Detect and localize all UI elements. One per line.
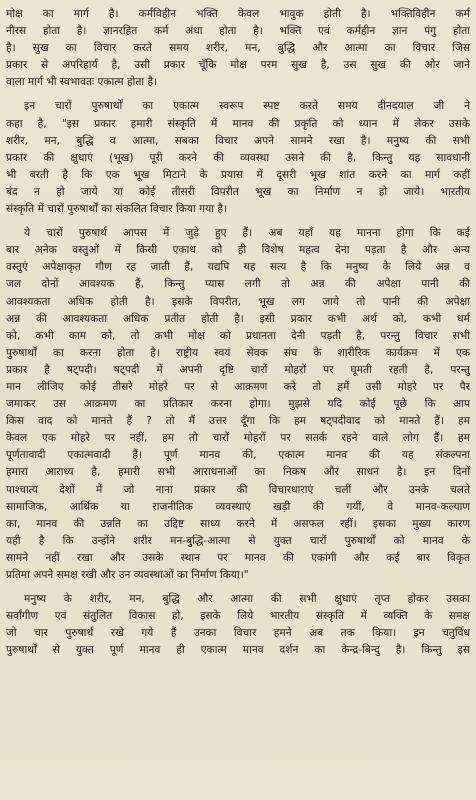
text-line: मनुष्य के शरीर, मन, बुद्धि और आत्मा की सभी क्षुधाएं तृप्त होकर उसका (24, 593, 470, 606)
paragraph-2 (6, 98, 470, 218)
text-line: का, मानव की उन्नति का उद्दिष्ट साध्य करने में असफल रहीं। इसका मुख्य कारण (6, 517, 470, 530)
text-line: केवल एक मोहरे पर नहीं, हम तो चारों मोहरों पर सतर्क रहने वाले लोग हैं। हम (6, 432, 470, 445)
text-line: नीरस होता है। ज्ञानरहित कर्म अंधा होता है। भक्ति एवं कर्महीन ज्ञान पंगु होता (6, 25, 470, 38)
text-line: को, कभी काम को, तो कभी मोक्ष को प्रधानता देनी पड़ती है, परन्तु विचार सभी (6, 329, 470, 342)
text-line: वस्तुएं अपेक्षाकृत गौण रह जाती हैं, यद्यपि यह सत्य है कि मनुष्य के लिये अन्न व (6, 261, 470, 274)
paragraph-3 (6, 225, 470, 584)
text-line: प्रकार की क्षुधाएं (भूख) पूरी करने की व्यवस्था उसने की है, किन्तु यह सावधानी (6, 151, 470, 164)
text-line: हमारा आराध्य है, हमारी सभी आराधनाओं का निकष और साधन है। इन दिनों (6, 466, 470, 479)
text-line: संस्कृति में चारों पुरुषार्थों का संकलित विचार किया गया है। (6, 203, 227, 216)
text-line: है। सुख का विचार करते समय शरीर, मन, बुद्धि और आत्मा का विचार जिस (6, 42, 470, 55)
text-line: किस वाद को मानते हैं ? तो मैं उत्तर दूँगा कि हम षट्पदीवाद को मानते हैं। हम (6, 415, 470, 428)
text-line: प्रकार से अपरिहार्य है, उसी प्रकार चूँकि मोक्ष परम सुख है, उस सुख की ओर जाने (6, 59, 470, 72)
text-line: सामाजिक, आर्थिक या राजनीतिक व्यवस्थाएं खड़ी की गयीं, वे मानव-कल्याण (6, 500, 470, 513)
text-line: शरीर, मन, बुद्धि व आत्मा, सबका विचार अपने सामने रखा है। मनुष्य की सभी (6, 134, 470, 147)
text-line: पाश्चात्य देशों में जो नाना प्रकार की विचारधाराएं चलीं और उनके चलते (6, 483, 470, 496)
text-line: जो चार पुरुषार्थ रखे गये हैं उनका विचार हमने अब तक किया। इन चतुर्विध (6, 627, 470, 640)
text-line: जमाकर उस आक्रमण का प्रतिकार करना होगा। मुझसे यदि कोई पूछे कि आप (6, 398, 470, 411)
text-line: पुरुषार्थों से युक्त पूर्ण मानव ही एकात्म मानव दर्शन का केन्द्र-बिन्दु है। किन्तु इस (6, 644, 470, 657)
text-line: प्रकार है षट्पदी। षट्पदी में अपनी दृष्टि चारों मोहरों पर घूमती रहती है, परन्तु (6, 363, 470, 376)
text-line: अन्न की आवश्यकता अधिक प्रतीत होती है। इसी प्रकार कभी अर्थ को, कभी धर्म (6, 312, 470, 325)
text-line: पूर्णतावादी एकात्मवादी हैं। पूर्ण मानव की, एकात्म मानव की यह संकल्पना (6, 449, 470, 462)
text-line: सर्वांगीण एवं संतुलित विकास हो, इसके लिये भारतीय संस्कृति में व्यक्ति के समक्ष (6, 610, 470, 623)
text-line: ये चारों पुरुषार्थ आपस में जुड़े हुए हैं। अब यहाँ यह मानना होगा कि कई (24, 227, 470, 240)
paragraph-1 (6, 6, 470, 91)
text-line: इन चारों पुरुषार्थों का एकात्म स्वरूप स्पष्ट करते समय दीनदयाल जी ने (24, 100, 470, 113)
text-line: सामने नहीं रखा और उसके स्थान पर मानव की एकांगी और कई बार विकृत (6, 551, 470, 564)
text-line: बार अनेक वस्तुओं में किसी एकाध को ही विशेष महत्व देना पड़ता है और अन्य (6, 244, 470, 257)
text-line: भी बरती है कि एक भूख मिटाने के प्रयास में दूसरी भूख शांत करने का मार्ग कहीं (6, 168, 470, 181)
text-line: कहा है, "इस प्रकार हमारी संस्कृति में मानव की प्रकृति को ध्यान में लेकर उसके (6, 117, 470, 130)
text-line: यही है कि उन्होंने शरीर मन-बुद्धि-आत्मा से युक्त चारों पुरुषार्थों को मानव के (6, 534, 470, 547)
paragraph-4 (6, 591, 470, 659)
text-line: वाला मार्ग भी स्वभावतः एकात्म होता है। (6, 76, 158, 89)
text-line: मोक्ष का मार्ग है। कर्मविहीन भक्ति केवल भावुक होती है। भक्तिविहीन कर्म (6, 8, 470, 20)
text-line: पुरुषार्थों का करना होता है। राष्ट्रीय स्वयं सेवक संघ के शारीरिक कार्यक्रम में एक (6, 346, 470, 359)
text-line: जल दोनों आवश्यक हैं, किन्तु प्यास लगी तो अन्न की अपेक्षा पानी की (6, 278, 470, 291)
text-line: बंद न हो जाये या कोई तीसरी विपरीत भूख का निर्माण न हो जाये। भारतीय (6, 185, 470, 198)
text-line: आवश्यकता अधिक होती है। इसके विपरीत, भूख लग जाये तो पानी की अपेक्षा (6, 295, 470, 308)
text-line: प्रतिमा अपने समक्ष रखी और उन व्यवस्थाओं का निर्माण किया।" (6, 569, 249, 581)
text-line: मान लीजिए कोई तीसरे मोहरे पर से आक्रमण करे तो हमें उसी मोहरे पर पैर (6, 380, 470, 393)
